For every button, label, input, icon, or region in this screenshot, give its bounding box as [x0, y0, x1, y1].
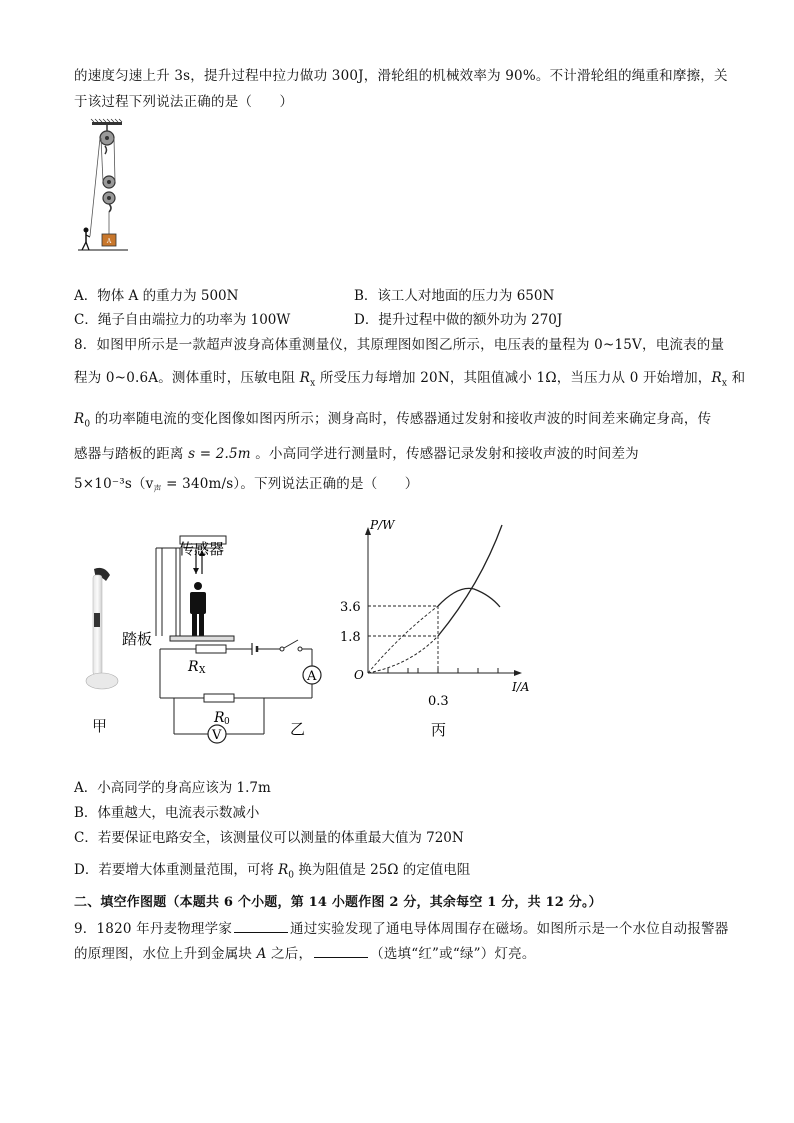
q8-option-c[interactable]: C．若要保证电路安全，该测量仪可以测量的体重最大值为 720N	[74, 830, 464, 846]
q9-blank-1[interactable]	[234, 920, 288, 933]
r0-label: R	[214, 710, 225, 726]
q7-option-d[interactable]: D．提升过程中做的额外功为 270J	[354, 312, 563, 328]
graph-ylabel: P/W	[370, 518, 395, 532]
rx-label: R	[188, 659, 199, 675]
q8-line1: 8．如图甲所示是一款超声波身高体重测量仪，其原理图如图乙所示，电压表的量程为 0~15V，电流表的量	[74, 337, 725, 353]
q8-option-b[interactable]: B．体重越大，电流表示数减小	[74, 805, 260, 821]
label-bing: 丙	[431, 721, 447, 739]
tick-y-3-6: 3.6	[340, 600, 361, 615]
ammeter-label: A	[307, 669, 317, 684]
q8-line3: $R_0$ 的功率随电流的变化图像如图丙所示；测身高时，传感器通过发射和接收声波的时间差来确定身高，传	[74, 411, 712, 430]
pulley-figure	[78, 118, 130, 260]
graph-bing	[340, 515, 540, 745]
q7-stem-line2: 于该过程下列说法正确的是（ ）	[74, 94, 294, 110]
graph-xlabel: I/A	[512, 680, 530, 694]
rx-sub: X	[199, 666, 206, 676]
tick-x-0-3: 0.3	[428, 694, 449, 709]
q8-option-d[interactable]: D．若要增大体重测量范围，可将 $R_0$ 换为阻值是 25Ω 的定值电阻	[74, 862, 471, 881]
circuit-yi	[122, 512, 340, 752]
q8-line2: 程为 0~0.6A。测体重时，压敏电阻 $R_x$ 所受压力每增加 20N，其阻值减小 1Ω，当压力从 0 开始增加，$R_x$ 和	[74, 370, 746, 389]
q9-blank-2[interactable]	[314, 945, 368, 958]
q7-option-c[interactable]: C．绳子自由端拉力的功率为 100W	[74, 312, 291, 328]
label-jia: 甲	[92, 717, 108, 735]
q9-line1: 9．1820 年丹麦物理学家 通过实验发现了通电导体周围存在磁场。如图所示是一个水位自动报警器	[74, 921, 729, 937]
sensor-label: 传感器	[179, 540, 225, 558]
q8-option-a[interactable]: A．小高同学的身高应该为 1.7m	[74, 780, 271, 796]
tick-y-1-8: 1.8	[340, 630, 361, 645]
q8-line5: $5\times 10^{-3}s(v_声 = 340m/s)$。下列说法正确的是（ ）	[74, 476, 419, 494]
voltmeter-label: V	[212, 728, 222, 743]
label-yi: 乙	[290, 720, 306, 738]
box-a-label: A	[106, 238, 112, 245]
q7-option-b[interactable]: B．该工人对地面的压力为 650N	[354, 288, 555, 304]
q7-option-a[interactable]: A．物体 A 的重力为 500N	[74, 288, 239, 304]
r0-sub: 0	[224, 717, 230, 727]
section2-heading: 二、填空作图题（本题共 6 个小题，第 14 小题作图 2 分，其余每空 1 分，共 12 分。）	[74, 895, 602, 910]
q7-stem-line1: 的速度匀速上升 3s，提升过程中拉力做功 300J，滑轮组的机械效率为 90%。不计滑轮组的绳重和摩擦，关	[74, 68, 728, 84]
q9-line2: 的原理图，水位上升到金属块 A 之后， （选填“红”或“绿”）灯亮。	[74, 946, 536, 962]
q8-line4: 感器与踏板的距离 s = 2.5m 。小高同学进行测量时，传感器记录发射和接收声波的时间差为	[74, 446, 639, 462]
pedal-label: 踏板	[122, 630, 153, 648]
graph-origin: O	[354, 668, 364, 682]
